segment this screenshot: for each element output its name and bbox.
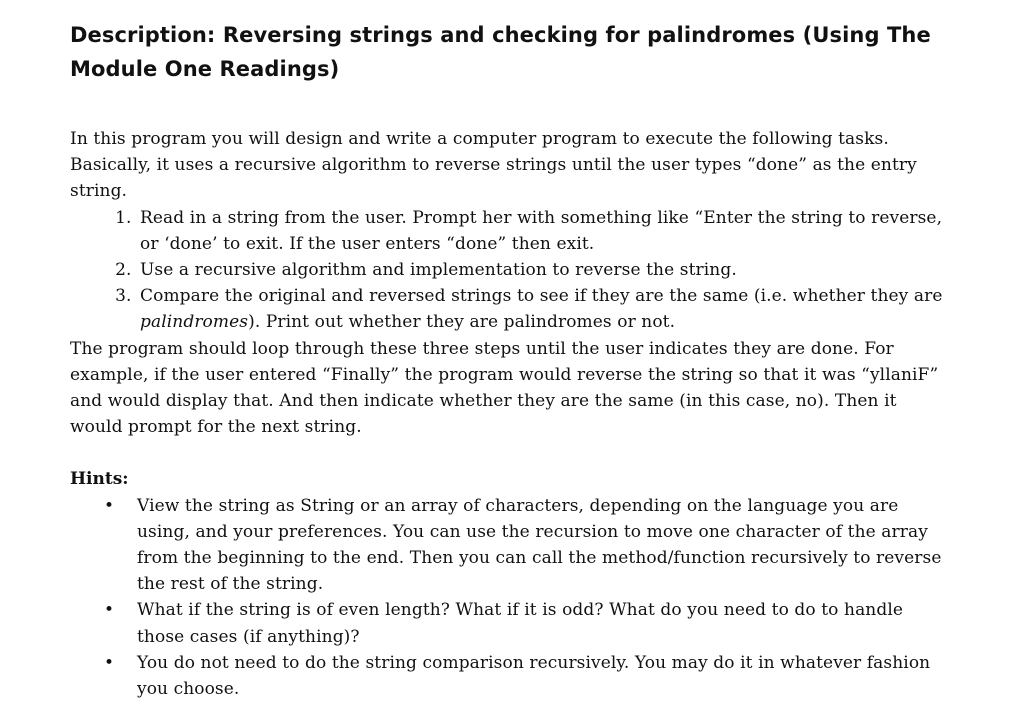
step-item: [137, 283, 950, 335]
hint-text: View the string as String or an array of characters, depending on the language you are using, and your preferences. You can use the recursion to move one character of the array from the beginning to the end. Then you can call the method/function recursively to reverse the rest of the string.: [137, 495, 942, 595]
hint-item: [104, 597, 950, 649]
bullet-icon: •: [104, 495, 115, 516]
document-title: Description: Reversing strings and checking for palindromes (Using The Module One Readings): [70, 23, 931, 81]
bullet-icon: •: [104, 652, 115, 673]
step-text: Compare the original and reversed strings to see if they are the same (i.e. whether they are: [140, 286, 943, 307]
hints-list: [70, 493, 950, 703]
document-page: [70, 18, 950, 702]
hint-item: [104, 650, 950, 702]
palindromes-emphasis: palindromes: [140, 312, 249, 333]
hints-heading: Hints:: [70, 469, 129, 490]
step-text: ). Print out whether they are palindromes or not.: [248, 312, 676, 333]
loop-paragraph: The program should loop through these three steps until the user indicates they are done. For example, if the user entered “Finally” the program would reverse the string so that it was “yllaniF” and would display that. And then indicate whether they are the same (in this case, no). Then it would prompt for the next string.: [70, 338, 939, 438]
bullet-icon: •: [104, 600, 115, 621]
hint-item: [104, 493, 950, 598]
steps-list: [70, 205, 950, 336]
intro-paragraph: In this program you will design and write a computer program to execute the following tasks. Basically, it uses a recursive algorithm to reverse strings until the user types “done” as the entry string.: [70, 129, 917, 202]
document-body: [70, 126, 950, 440]
step-item: 1. Read in a string from the user. Prompt her with something like “Enter the string to reverse, or ‘done’ to exit. If the user enters “done” then exit.: [137, 205, 950, 257]
hint-text: You do not need to do the string comparison recursively. You may do it in whatever fashion you choose.: [137, 652, 931, 700]
step-item: 2. Use a recursive algorithm and implementation to reverse the string.: [137, 257, 950, 283]
hint-text: What if the string is of even length? What if it is odd? What do you need to do to handle those cases (if anything)?: [137, 600, 904, 647]
